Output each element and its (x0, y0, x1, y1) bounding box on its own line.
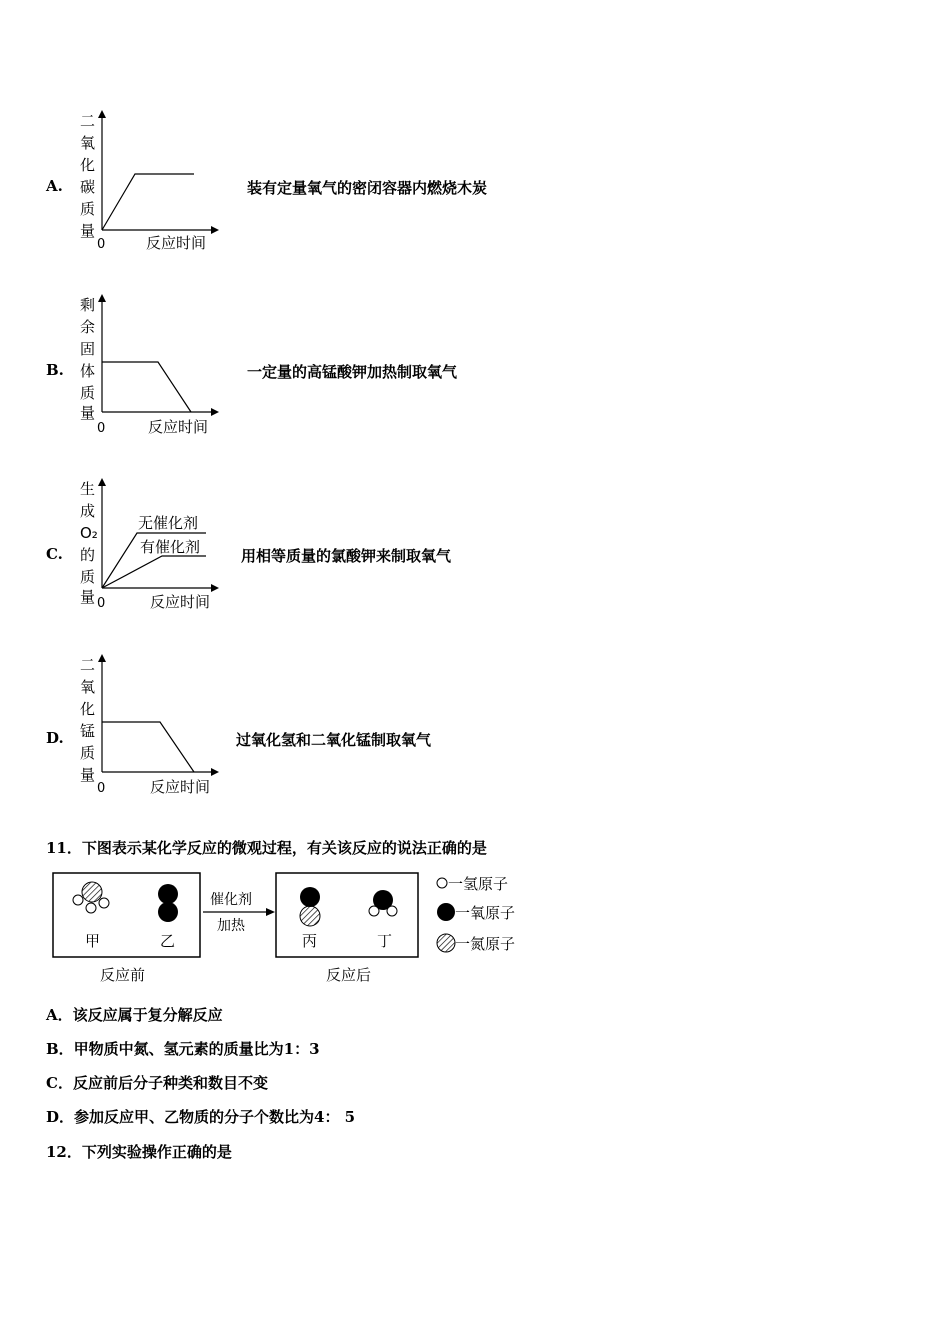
legend-oxygen-icon (437, 903, 455, 921)
q11-reaction-diagram (50, 866, 540, 988)
hydrogen-atom-icon (99, 898, 109, 908)
option-c-description: 用相等质量的氯酸钾来制取氧气 (241, 547, 452, 565)
arrow-condition-catalyst: 催化剂 (210, 892, 252, 908)
label-yi: 乙 (160, 932, 176, 950)
graph-d-ylabel-4: 质 (80, 744, 96, 762)
legend-hydrogen: 一氢原子 (448, 875, 509, 893)
option-b-description: 一定量的高锰酸钾加热制取氧气 (247, 363, 458, 381)
graph-c-ylabel-3: 的 (80, 546, 96, 564)
oxygen-atom-icon (300, 887, 320, 907)
graph-c-ylabel-2: O₂ (80, 524, 98, 542)
graph-c-curve-slow (102, 556, 206, 588)
graph-b-ylabel-0: 剩 (80, 296, 96, 314)
q12-stem: 12．下列实验操作正确的是 (46, 1143, 232, 1161)
label-jia: 甲 (85, 932, 101, 950)
graph-a-ylabel-0: 二 (80, 112, 96, 130)
option-d-description: 过氧化氢和二氧化锰制取氧气 (236, 731, 432, 749)
q11-option-c: C．反应前后分子种类和数目不变 (46, 1074, 268, 1092)
graph-d (70, 652, 230, 800)
graph-a-origin: 0 (97, 237, 106, 252)
graph-b-ylabel-2: 固 (80, 340, 96, 358)
nitrogen-atom-icon (82, 882, 102, 902)
graph-a-ylabel-2: 化 (80, 156, 96, 174)
before-box (53, 873, 200, 957)
graph-c-ylabel-1: 成 (80, 502, 96, 520)
legend-hydrogen-icon (437, 878, 447, 888)
graph-c-ylabel-4: 质 (80, 568, 96, 586)
graph-a-ylabel-5: 量 (80, 222, 96, 240)
option-c-letter: C. (46, 545, 63, 563)
arrow-condition-heat: 加热 (217, 918, 245, 934)
q11-option-d: D．参加反应甲、乙物质的分子个数比为4： 5 (46, 1108, 356, 1126)
graph-a-curve (102, 174, 194, 230)
option-d-letter: D. (46, 729, 64, 747)
graph-c-ylabel-5: 量 (80, 588, 96, 606)
hydrogen-atom-icon (73, 895, 83, 905)
oxygen-atom-icon (158, 884, 178, 904)
graph-c-ylabel-0: 生 (80, 480, 96, 498)
graph-d-origin: 0 (97, 781, 106, 796)
hydrogen-atom-icon (387, 906, 397, 916)
oxygen-atom-icon (158, 902, 178, 922)
graph-b-ylabel-3: 体 (80, 362, 96, 380)
hydrogen-atom-icon (86, 903, 96, 913)
after-caption: 反应后 (326, 966, 372, 984)
q11-stem: 11．下图表示某化学反应的微观过程，有关该反应的说法正确的是 (46, 839, 487, 857)
graph-a-ylabel-1: 氧 (80, 134, 96, 152)
label-ding: 丁 (377, 932, 393, 950)
graph-c-curve-label-1: 有催化剂 (140, 538, 201, 556)
before-caption: 反应前 (100, 966, 146, 984)
graph-b-ylabel-1: 余 (80, 318, 96, 336)
graph-b-ylabel-5: 量 (80, 404, 96, 422)
graph-b (70, 292, 230, 440)
graph-d-ylabel-0: 二 (80, 656, 96, 674)
graph-d-ylabel-1: 氧 (80, 678, 96, 696)
graph-b-ylabel-4: 质 (80, 384, 96, 402)
graph-d-ylabel-2: 化 (80, 700, 96, 718)
nitrogen-atom-icon (300, 906, 320, 926)
after-box (276, 873, 418, 957)
legend-nitrogen-icon (437, 934, 455, 952)
q11-option-a: A．该反应属于复分解反应 (46, 1006, 223, 1024)
option-b-letter: B. (46, 361, 64, 379)
option-a-description: 装有定量氧气的密闭容器内燃烧木炭 (247, 179, 488, 197)
legend-nitrogen: 一氮原子 (455, 935, 516, 953)
legend-oxygen: 一氧原子 (455, 904, 516, 922)
q11-option-b: B．甲物质中氮、氢元素的质量比为1：3 (46, 1040, 320, 1058)
graph-a-ylabel-4: 质 (80, 200, 96, 218)
graph-a (70, 108, 230, 256)
graph-d-ylabel-3: 锰 (80, 722, 96, 740)
hydrogen-atom-icon (369, 906, 379, 916)
graph-c-xlabel: 反应时间 (150, 593, 211, 611)
graph-c-curve-label-0: 无催化剂 (138, 514, 199, 532)
label-bing: 丙 (302, 932, 318, 950)
graph-b-origin: 0 (97, 421, 106, 436)
graph-a-ylabel-3: 碳 (80, 178, 96, 196)
graph-d-ylabel-5: 量 (80, 766, 96, 784)
graph-c-origin: 0 (97, 596, 106, 611)
graph-d-curve (102, 722, 194, 772)
graph-b-xlabel: 反应时间 (148, 418, 209, 436)
graph-b-curve (102, 362, 191, 412)
option-a-letter: A. (46, 177, 63, 195)
graph-d-xlabel: 反应时间 (150, 778, 211, 796)
graph-c (70, 476, 230, 624)
graph-a-xlabel: 反应时间 (146, 234, 207, 252)
